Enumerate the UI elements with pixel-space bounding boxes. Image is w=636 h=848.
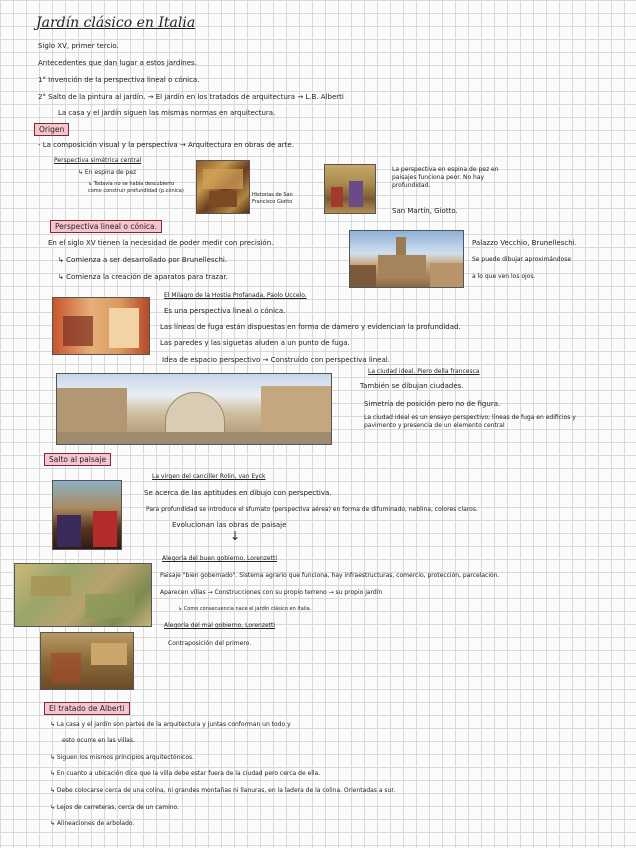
alberti-line-3: ↳ En cuanto a ubicación dice que la villa debe estar fuera de la ciudad pero cerca de ella.	[50, 770, 321, 777]
palazzo-vecchio-image	[349, 230, 464, 288]
virgen-caption: La virgen del canciller Rolin, van Eyck	[152, 473, 266, 480]
milagro-line-2: Las líneas de fuga están dispuestas en forma de damero y evidencian la profundidad.	[160, 323, 461, 331]
lineal-line-3: ↳ Comienza la creación de aparatos para trazar.	[58, 273, 228, 281]
alberti-line-1: ↳ La casa y el jardín son partes de la arquitectura y juntas conforman un todo y	[50, 721, 291, 728]
virgen-line-2: Para profundidad se introduce el sfumato (perspectiva aérea) en forma de difuminado, neblina, colores claros.	[146, 506, 478, 513]
alberti-line-1b: esto ocurre en las villas.	[62, 737, 135, 744]
virgen-line-3: Evolucionan las obras de paisaje	[172, 521, 287, 529]
espina-description: La perspectiva en espina de pez en paisajes funciona peor. No hay profundidad.	[392, 166, 499, 189]
ciudad-caption: La ciudad ideal, Piero della francesca	[368, 368, 480, 375]
origen-tag: Origen	[34, 123, 69, 136]
mal-gobierno-image	[40, 632, 134, 690]
alegoria-line-1: Paisaje "bien gobernado". Sistema agrario que funciona, hay infraestructuras, comercio, protección, parcelación.	[160, 572, 500, 579]
buen-gobierno-image	[14, 563, 152, 627]
ciudad-line-2: Simetría de posición pero no de figura.	[364, 400, 501, 408]
alegoria-line-2: Aparecen villas → Construcciones con su propio terreno → su propio jardín	[160, 589, 383, 596]
milagro-hostia-image	[52, 297, 150, 355]
virgen-rolin-image	[52, 480, 122, 550]
page-title: Jardín clásico en Italia	[36, 15, 196, 31]
down-arrow-icon: ↓	[230, 529, 241, 543]
alegoria-mal-caption: Alegoría del mal gobierno, Lorenzetti	[164, 622, 276, 629]
alberti-line-4: ↳ Debe colocarse cerca de una colina, ni grandes montañas ni llanuras, en la ladera de la colina. Orientadas a sur.	[50, 787, 396, 794]
palazzo-desc-2: a lo que ven los ojos.	[472, 273, 536, 280]
ciudad-line-3: La ciudad ideal es un ensayo perspectivo; líneas de fuga en edificios y pavimento y presencia de un elemento central	[364, 414, 576, 430]
milagro-line-3: Las paredes y las siguetas aluden a un punto de fuga.	[160, 339, 350, 347]
todavia-line: ↳ Todavía no se había descubierto como construir profundidad (p.cónica)	[88, 181, 184, 194]
virgen-line-1: Se acerca de las aptitudes en dibujo con perspectiva.	[144, 489, 332, 497]
palazzo-caption: Palazzo Vecchio, Brunelleschi.	[472, 239, 577, 247]
antecedents-line: Antecedentes que dan lugar a estos jardines.	[38, 59, 197, 67]
point-1: 1° Invención de la perspectiva lineal o cónica.	[38, 76, 200, 84]
century-line: Siglo XV, primer tercio.	[38, 42, 119, 50]
point-2: 2° Salto de la pintura al jardín. → El jardín en los tratados de arquitectura → L.B. Alberti	[38, 93, 344, 101]
point-3: La casa y el jardín siguen las mismas normas en arquitectura.	[58, 109, 276, 117]
milagro-caption: El Milagro de la Hostia Profanada, Paolo Uccelo.	[164, 292, 307, 299]
alberti-line-6: ↳ Alineaciones de arbolado.	[50, 820, 135, 827]
ciudad-line-1: También se dibujan ciudades.	[360, 382, 464, 390]
historias-caption: Historias de San Francisco Giotto	[252, 192, 293, 205]
espina-line: ↳ En espina de pez	[78, 169, 137, 176]
origen-line: - La composición visual y la perspectiva → Arquitectura en obras de arte.	[38, 141, 294, 149]
san-martin-caption: San Martín, Giotto.	[392, 207, 458, 215]
alegoria-line-3: ↳ Como consecuencia nace el jardín clásico en Italia.	[178, 606, 312, 612]
alegoria-line-4: Contraposición del primero.	[168, 640, 252, 647]
alegoria-buen-caption: Alegoría del buen gobierno, Lorenzetti	[162, 555, 277, 562]
giotto-historias-image	[196, 160, 250, 214]
ciudad-ideal-image	[56, 373, 332, 445]
alberti-tag: El tratado de Alberti	[44, 702, 130, 715]
san-martin-image	[324, 164, 376, 214]
lineal-line-2: ↳ Comienza a ser desarrollado por Brunelleschi.	[58, 256, 228, 264]
alberti-line-5: ↳ Lejos de carreteras, cerca de un camino.	[50, 804, 180, 811]
lineal-tag: Perspectiva lineal o cónica.	[50, 220, 162, 233]
lineal-line-1: En el siglo XV tienen la necesidad de poder medir con precisión.	[48, 239, 274, 247]
perspectiva-simetrica: Perspectiva simétrica central	[54, 157, 142, 164]
palazzo-desc-1: Se puede dibujar aproximándose	[472, 256, 572, 263]
alberti-line-2: ↳ Siguen los mismos principios arquitectónicos.	[50, 754, 195, 761]
paisaje-tag: Salto al paisaje	[44, 453, 111, 466]
milagro-line-4: Idea de espacio perspectivo → Construido con perspectiva lineal.	[162, 356, 390, 364]
milagro-line-1: Es una perspectiva lineal o cónica.	[164, 307, 286, 315]
